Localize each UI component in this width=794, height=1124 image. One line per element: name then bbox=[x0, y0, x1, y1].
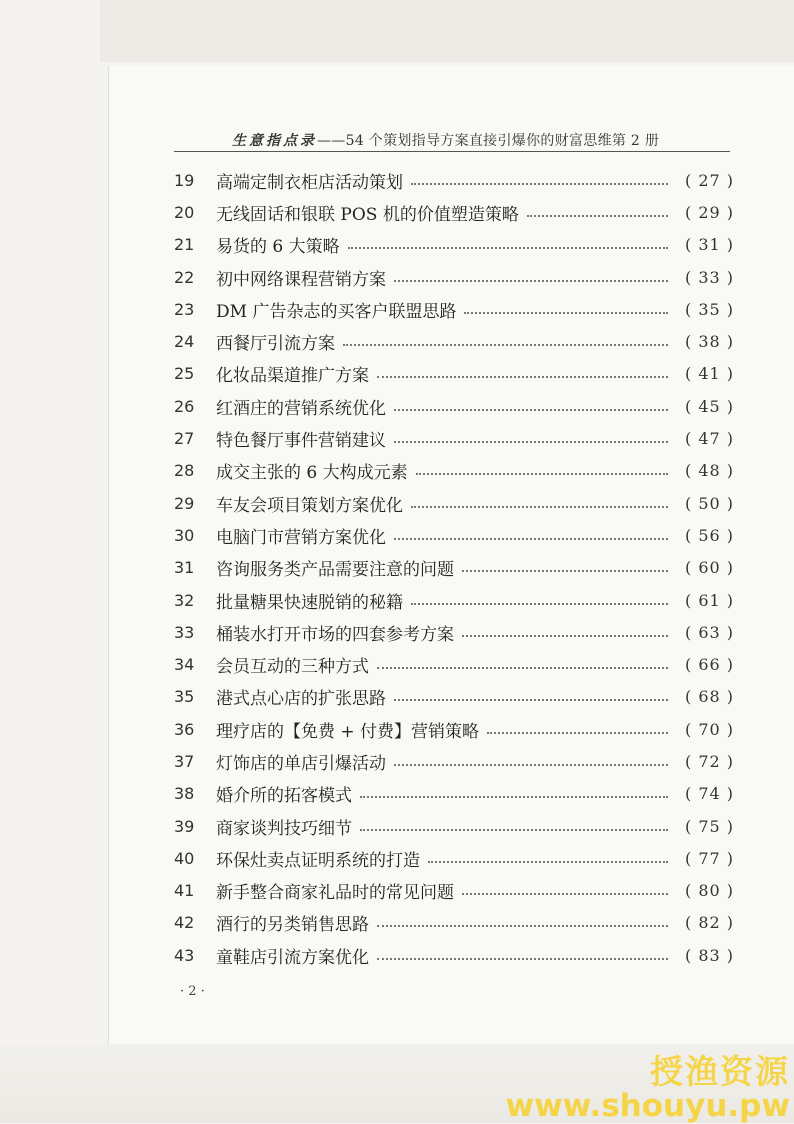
toc-entry-page: ( 31 ) bbox=[684, 235, 734, 255]
toc-entry-page: ( 50 ) bbox=[684, 493, 734, 513]
toc-dot-leader bbox=[411, 182, 668, 185]
running-header bbox=[232, 130, 670, 150]
toc-entry-title: 灯饰店的单店引爆活动 bbox=[216, 753, 386, 774]
toc-entry bbox=[174, 164, 734, 196]
toc-dot-leader bbox=[462, 569, 668, 572]
toc-entry-page: ( 47 ) bbox=[684, 429, 734, 449]
toc-entry-number: 20 bbox=[174, 202, 195, 222]
toc-entry bbox=[174, 810, 734, 842]
toc-entry bbox=[174, 745, 734, 777]
toc-entry-number: 23 bbox=[174, 299, 195, 319]
toc-entry-title: DM 广告杂志的买客户联盟思路 bbox=[216, 301, 457, 322]
toc-entry-number: 37 bbox=[174, 751, 195, 771]
book-brand: 生意指点录 bbox=[232, 133, 317, 149]
toc-entry-title: 环保灶卖点证明系统的打造 bbox=[216, 850, 420, 871]
toc-entry-number: 25 bbox=[174, 364, 195, 384]
toc-dot-leader bbox=[360, 828, 668, 831]
toc-entry-page: ( 63 ) bbox=[684, 622, 734, 642]
toc-entry-page: ( 82 ) bbox=[684, 913, 734, 933]
toc-entry-title: 咨询服务类产品需要注意的问题 bbox=[216, 560, 454, 581]
toc-entry bbox=[174, 616, 734, 648]
toc-entry-number: 28 bbox=[174, 461, 195, 481]
toc-dot-leader bbox=[487, 731, 668, 734]
toc-entry-number: 24 bbox=[174, 332, 195, 352]
toc-entry-page: ( 45 ) bbox=[684, 396, 734, 416]
toc-entry-title: 桶装水打开市场的四套参考方案 bbox=[216, 624, 454, 645]
toc-entry-page: ( 60 ) bbox=[684, 558, 734, 578]
toc-entry-number: 26 bbox=[174, 396, 195, 416]
toc-entry-number: 39 bbox=[174, 816, 195, 836]
toc-dot-leader bbox=[394, 279, 668, 282]
toc-entry-number: 21 bbox=[174, 235, 195, 255]
page-number: · 2 · bbox=[180, 984, 205, 999]
toc-dot-leader bbox=[377, 666, 668, 669]
toc-dot-leader bbox=[377, 375, 668, 378]
toc-entry-number: 33 bbox=[174, 622, 195, 642]
toc-entry-title: 成交主张的 6 大构成元素 bbox=[216, 463, 408, 484]
toc-entry-number: 41 bbox=[174, 881, 195, 901]
toc-entry-page: ( 29 ) bbox=[684, 202, 734, 222]
toc-dot-leader bbox=[527, 214, 668, 217]
toc-entry bbox=[174, 229, 734, 261]
toc-entry bbox=[174, 519, 734, 551]
toc-entry-title: 批量糖果快速脱销的秘籍 bbox=[216, 592, 403, 613]
toc-entry-page: ( 68 ) bbox=[684, 687, 734, 707]
toc-entry-page: ( 66 ) bbox=[684, 655, 734, 675]
toc-entry bbox=[174, 455, 734, 487]
toc-entry bbox=[174, 842, 734, 874]
toc-dot-leader bbox=[394, 537, 668, 540]
toc-entry-number: 30 bbox=[174, 525, 195, 545]
toc-entry bbox=[174, 907, 734, 939]
toc-dot-leader bbox=[462, 892, 668, 895]
toc-entry-page: ( 38 ) bbox=[684, 332, 734, 352]
watermark-name: 授渔资源 bbox=[650, 1052, 790, 1091]
toc-entry bbox=[174, 390, 734, 422]
toc-entry-page: ( 77 ) bbox=[684, 848, 734, 868]
toc-entry-page: ( 48 ) bbox=[684, 461, 734, 481]
toc-entry bbox=[174, 552, 734, 584]
toc-entry-title: 无线固话和银联 POS 机的价值塑造策略 bbox=[216, 204, 519, 225]
toc-entry-page: ( 41 ) bbox=[684, 364, 734, 384]
toc-entry-number: 36 bbox=[174, 719, 195, 739]
toc-entry-number: 22 bbox=[174, 267, 195, 287]
header-rule bbox=[174, 151, 730, 152]
toc-entry-page: ( 83 ) bbox=[684, 945, 734, 965]
toc-entry-page: ( 27 ) bbox=[684, 170, 734, 190]
toc-entry bbox=[174, 584, 734, 616]
toc-entry-number: 34 bbox=[174, 655, 195, 675]
toc-entry-number: 31 bbox=[174, 558, 195, 578]
toc-dot-leader bbox=[411, 505, 668, 508]
toc-entry-page: ( 72 ) bbox=[684, 751, 734, 771]
scan-border-top bbox=[100, 0, 794, 62]
toc-entry bbox=[174, 261, 734, 293]
toc-entry-title: 理疗店的【免费 + 付费】营销策略 bbox=[216, 721, 480, 742]
toc-dot-leader bbox=[411, 602, 668, 605]
toc-entry-title: 商家谈判技巧细节 bbox=[216, 818, 352, 839]
book-subtitle: 54 个策划指导方案直接引爆你的财富思维第 2 册 bbox=[345, 133, 660, 149]
toc-entry-number: 43 bbox=[174, 945, 195, 965]
toc-entry-title: 电脑门市营销方案优化 bbox=[216, 527, 386, 548]
toc-entry bbox=[174, 358, 734, 390]
toc-dot-leader bbox=[377, 924, 668, 927]
toc-dot-leader bbox=[394, 763, 668, 766]
toc-entry-number: 38 bbox=[174, 784, 195, 804]
toc-entry bbox=[174, 939, 734, 971]
toc-entry-page: ( 33 ) bbox=[684, 267, 734, 287]
toc-entry-number: 27 bbox=[174, 429, 195, 449]
toc-entry-title: 酒行的另类销售思路 bbox=[216, 915, 369, 936]
toc-dot-leader bbox=[343, 343, 668, 346]
toc-dot-leader bbox=[360, 795, 668, 798]
toc-entry-number: 29 bbox=[174, 493, 195, 513]
toc-dot-leader bbox=[416, 472, 668, 475]
toc-entry-title: 童鞋店引流方案优化 bbox=[216, 947, 369, 968]
toc-dot-leader bbox=[348, 246, 668, 249]
header-dash: —— bbox=[317, 133, 346, 149]
toc-entry-number: 35 bbox=[174, 687, 195, 707]
toc-dot-leader bbox=[462, 634, 668, 637]
toc-entry-title: 红酒庄的营销系统优化 bbox=[216, 398, 386, 419]
toc-entry bbox=[174, 875, 734, 907]
toc-entry-title: 新手整合商家礼品时的常见问题 bbox=[216, 883, 454, 904]
toc-entry-page: ( 35 ) bbox=[684, 299, 734, 319]
toc-entry-number: 42 bbox=[174, 913, 195, 933]
table-of-contents bbox=[174, 164, 734, 971]
toc-entry-number: 32 bbox=[174, 590, 195, 610]
toc-dot-leader bbox=[394, 408, 668, 411]
toc-entry-title: 初中网络课程营销方案 bbox=[216, 269, 386, 290]
toc-dot-leader bbox=[428, 860, 668, 863]
toc-entry-title: 高端定制衣柜店活动策划 bbox=[216, 172, 403, 193]
toc-entry-title: 车友会项目策划方案优化 bbox=[216, 495, 403, 516]
toc-entry bbox=[174, 778, 734, 810]
toc-dot-leader bbox=[377, 957, 668, 960]
toc-entry-page: ( 56 ) bbox=[684, 525, 734, 545]
toc-entry-number: 40 bbox=[174, 848, 195, 868]
toc-entry-page: ( 70 ) bbox=[684, 719, 734, 739]
toc-dot-leader bbox=[394, 440, 668, 443]
toc-entry-page: ( 75 ) bbox=[684, 816, 734, 836]
toc-entry-title: 港式点心店的扩张思路 bbox=[216, 689, 386, 710]
toc-entry bbox=[174, 422, 734, 454]
toc-entry-title: 婚介所的拓客模式 bbox=[216, 786, 352, 807]
toc-entry-title: 会员互动的三种方式 bbox=[216, 657, 369, 678]
toc-entry-page: ( 74 ) bbox=[684, 784, 734, 804]
toc-entry bbox=[174, 713, 734, 745]
toc-entry bbox=[174, 681, 734, 713]
toc-entry bbox=[174, 487, 734, 519]
toc-entry-page: ( 61 ) bbox=[684, 590, 734, 610]
toc-entry bbox=[174, 196, 734, 228]
toc-entry-title: 易货的 6 大策略 bbox=[216, 237, 340, 258]
toc-entry bbox=[174, 293, 734, 325]
toc-entry-title: 化妆品渠道推广方案 bbox=[216, 366, 369, 387]
toc-dot-leader bbox=[464, 311, 668, 314]
toc-entry bbox=[174, 648, 734, 680]
toc-entry-page: ( 80 ) bbox=[684, 881, 734, 901]
toc-dot-leader bbox=[394, 698, 668, 701]
toc-entry-number: 19 bbox=[174, 170, 195, 190]
toc-entry-title: 特色餐厅事件营销建议 bbox=[216, 431, 386, 452]
toc-entry bbox=[174, 325, 734, 357]
toc-entry-title: 西餐厅引流方案 bbox=[216, 334, 335, 355]
watermark-url: www.shouyu.pw bbox=[505, 1088, 790, 1124]
